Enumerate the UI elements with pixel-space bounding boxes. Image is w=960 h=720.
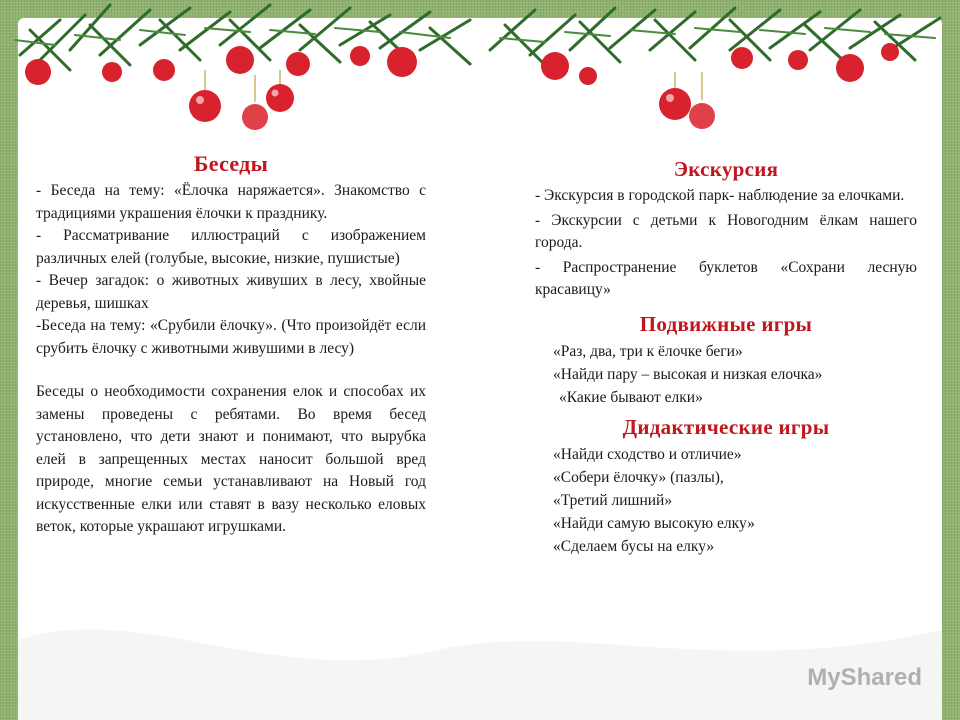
excursion-item: - Экскурсия в городской парк- наблюдение за елочками.: [535, 187, 905, 204]
conversation-item: - Вечер загадок: о животных живуших в лесу, хвойные деревья, шишках: [36, 272, 426, 312]
didactic-game-item: «Собери ёлочку» (пазлы),: [553, 468, 724, 486]
excursion-item: - Распространение буклетов «Сохрани лесную красавицу»: [535, 258, 917, 298]
snow-drift-bottom: [18, 580, 942, 720]
didactic-game-item: «Сделаем бусы на елку»: [553, 537, 715, 555]
watermark-logo: MyShared: [807, 664, 922, 691]
active-games-heading: Подвижные игры: [639, 311, 813, 336]
conversations-heading: Беседы: [193, 151, 269, 176]
active-game-item: «Раз, два, три к ёлочке беги»: [553, 342, 743, 360]
garland-left-decoration: [0, 0, 480, 140]
didactic-game-item: «Третий лишний»: [553, 491, 673, 509]
conversations-summary: Беседы о необходимости сохранения елок и способах их замены проведены с ребятами. Во время бесед установлено, что дети знают и понимают, что вырубка елей в запрещенных местах наносит большой вред природе, многие семьи устанавливают на Новый год искусственные елки или ставят в вазу несколько еловых веток, которые украшают игрушками.: [36, 383, 426, 535]
activities-column: [535, 155, 917, 562]
conversation-item: - Беседа на тему: «Ёлочка наряжается». Знакомство с традициями украшения ёлочки к празднику.: [36, 182, 426, 222]
conversations-column: [36, 150, 426, 539]
garland-right-decoration: [480, 0, 960, 140]
active-games-list: [535, 340, 917, 409]
didactic-games-heading: Дидактические игры: [622, 414, 830, 439]
active-game-item: «Найди пару – высокая и низкая елочка»: [553, 365, 823, 383]
excursion-heading: Экскурсия: [673, 157, 779, 181]
conversation-item: - Рассматривание иллюстраций с изображением различных елей (голубые, высокие, низкие, пушистые): [36, 227, 426, 267]
didactic-game-item: «Найди сходство и отличие»: [553, 445, 742, 463]
excursion-item: - Экскурсии с детьми к Новогодним ёлкам нашего города.: [535, 211, 917, 251]
didactic-games-list: [535, 443, 917, 558]
active-game-item: «Какие бывают елки»: [559, 388, 703, 406]
didactic-game-item: «Найди самую высокую елку»: [553, 514, 755, 532]
conversation-item: -Беседа на тему: «Срубили ёлочку». (Что произойдёт если срубить ёлочку с животными живушими в лесу): [36, 317, 426, 357]
